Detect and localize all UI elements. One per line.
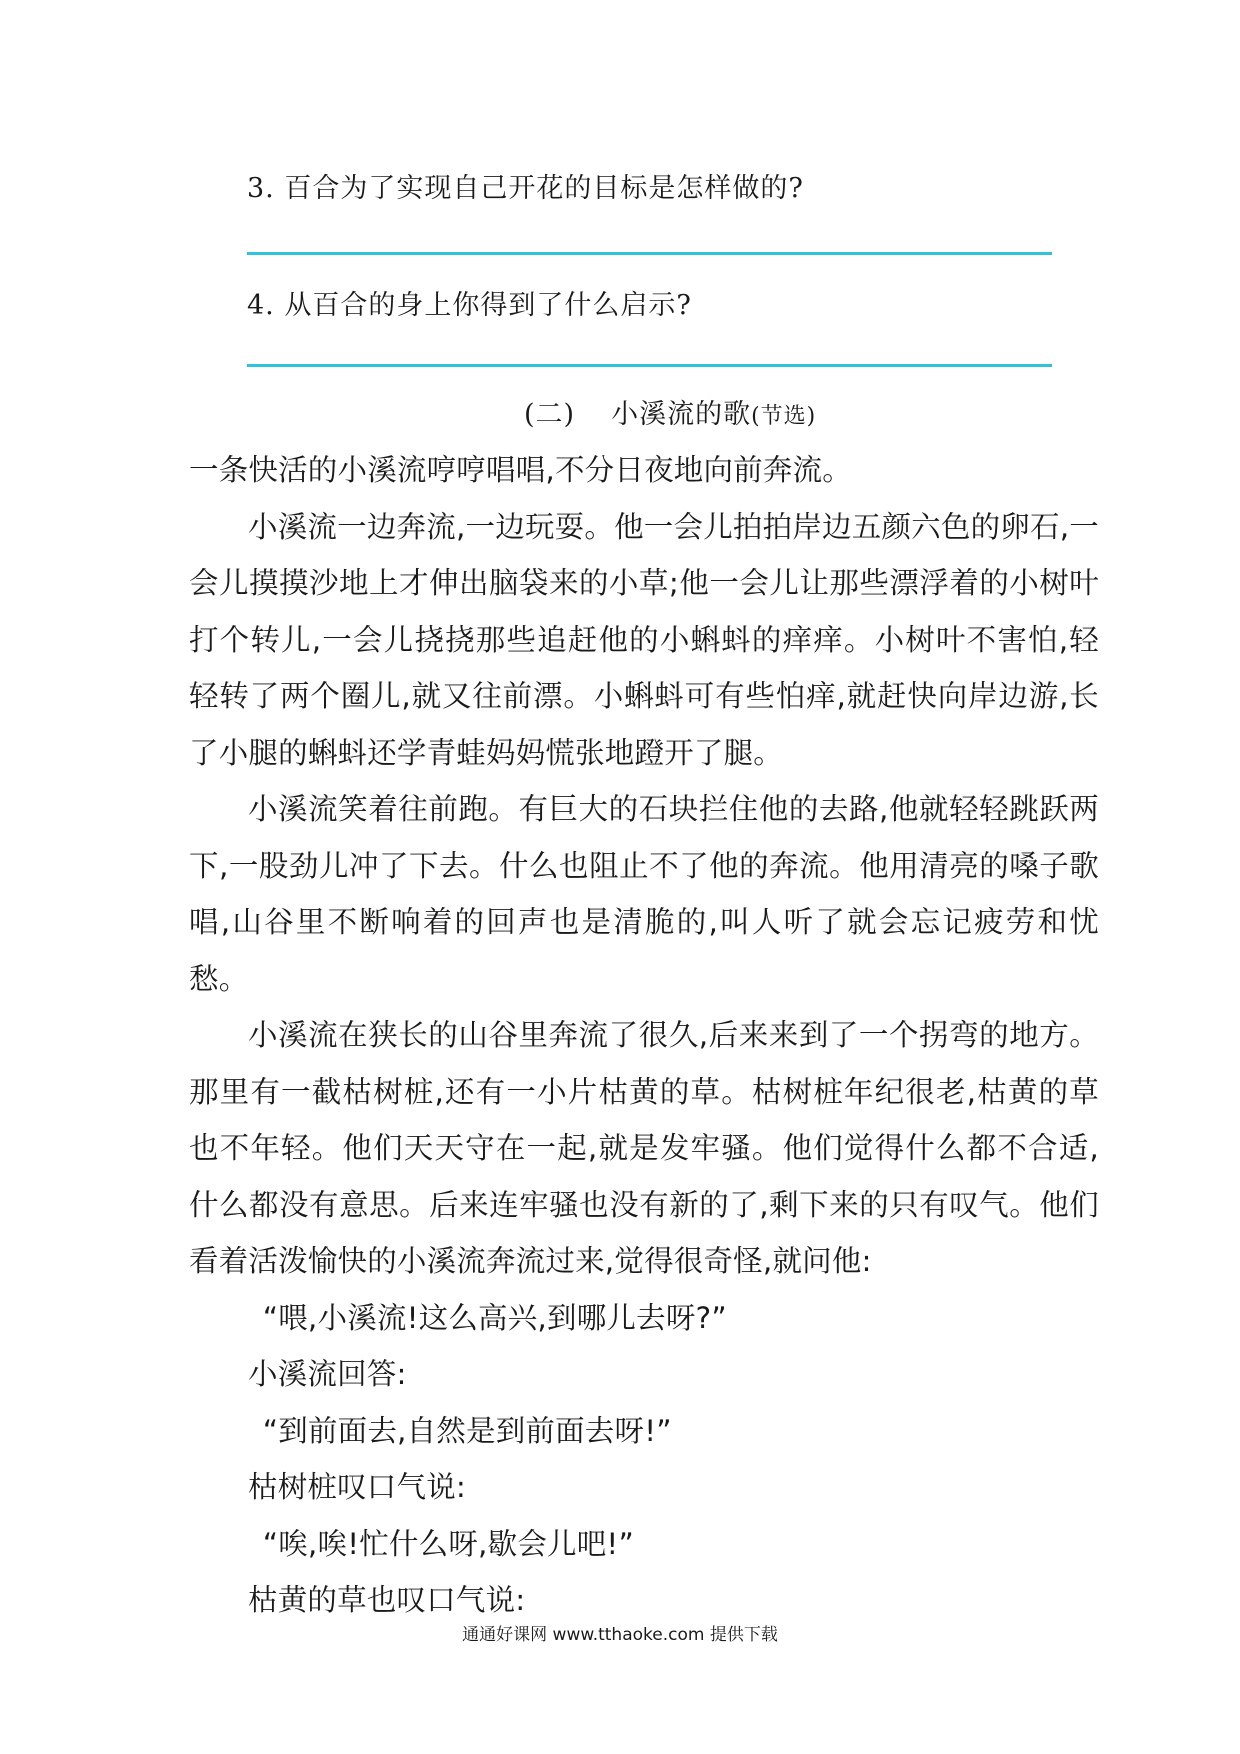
story-text <box>189 442 1099 1629</box>
story-paragraph: 小溪流笑着往前跑。有巨大的石块拦住他的去路,他就轻轻跳跃两下,一股劲儿冲了下去。什么也阻止不了他的奔流。他用清亮的嗓子歌唱,山谷里不断响着的回声也是清脆的,叫人听了就会忘记疲劳和忧愁。 <box>189 792 1099 996</box>
story-paragraph: 小溪流在狭长的山谷里奔流了很久,后来来到了一个拐弯的地方。那里有一截枯树桩,还有一小片枯黄的草。枯树桩年纪很老,枯黄的草也不年轻。他们天天守在一起,就是发牢骚。他们觉得什么都不合适,什么都没有意思。后来连牢骚也没有新的了,剩下来的只有叹气。他们看着活泼愉快的小溪流奔流过来,觉得很奇怪,就问他: <box>189 1018 1099 1278</box>
story-paragraph: 小溪流一边奔流,一边玩耍。他一会儿拍拍岸边五颜六色的卵石,一会儿摸摸沙地上才伸出脑袋来的小草;他一会儿让那些漂浮着的小树叶打个转儿,一会儿挠挠那些追赶他的小蝌蚪的痒痒。小树叶不害怕,轻轻转了两个圈儿,就又往前漂。小蝌蚪可有些怕痒,就赶快向岸边游,长了小腿的蝌蚪还学青蛙妈妈慌张地蹬开了腿。 <box>189 509 1099 770</box>
story-paragraph: 小溪流回答: <box>248 1357 407 1391</box>
section-title <box>524 392 816 431</box>
story-paragraph: 枯黄的草也叹口气说: <box>248 1583 526 1617</box>
section-number: (二) <box>524 399 576 430</box>
answer-line-3[interactable] <box>247 252 1052 255</box>
story-paragraph: 一条快活的小溪流哼哼唱唱,不分日夜地向前奔流。 <box>189 453 852 487</box>
story-dialog-line: “唉,唉!忙什么呀,歇会儿吧!” <box>262 1526 634 1561</box>
answer-line-4[interactable] <box>247 364 1052 367</box>
footer-credit: 通通好课网 www.tthaoke.com 提供下载 <box>462 1625 778 1645</box>
section-heading: 小溪流的歌 <box>611 399 752 430</box>
story-dialog-line: “到前面去,自然是到前面去呀!” <box>262 1413 672 1448</box>
question-3: 3. 百合为了实现自己开花的目标是怎样做的? <box>247 173 804 204</box>
story-paragraph: 枯树桩叹口气说: <box>248 1470 467 1504</box>
question-4: 4. 从百合的身上你得到了什么启示? <box>247 290 692 321</box>
story-dialog-line: “喂,小溪流!这么高兴,到哪儿去呀?” <box>262 1300 727 1335</box>
section-note: (节选) <box>751 404 817 429</box>
